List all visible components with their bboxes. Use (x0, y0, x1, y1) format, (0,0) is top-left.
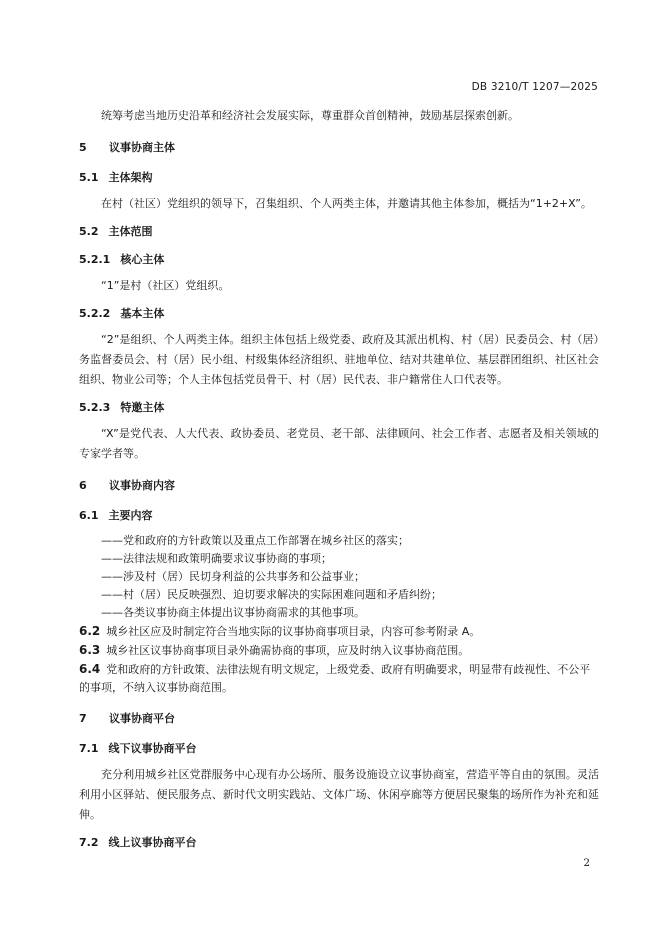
section-number: 6 (79, 479, 87, 492)
section-title: 议事协商主体 (109, 141, 175, 154)
section-5-2-3-text: “X”是党代表、人大代表、政协委员、老党员、老干部、法律顾问、社会工作者、志愿者及相关领域的专家学者等。 (79, 427, 599, 460)
section-title: 主体范围 (108, 225, 153, 238)
section-5-2-3-heading (79, 398, 599, 418)
page-number: 2 (583, 857, 590, 869)
section-number: 5.2.2 (79, 307, 111, 320)
clause-number: 6.2 (79, 624, 101, 638)
section-5-2-1-heading (79, 250, 599, 270)
section-7-1-text: 充分利用城乡社区党群服务中心现有办公场所、服务设施设立议事协商室，营造平等自由的氛围。灵活利用小区驿站、便民服务点、新时代文明实践站、文体广场、休闲亭廊等方便居民聚集的场所作为补充和延伸。 (79, 768, 599, 821)
section-7-2-heading (79, 833, 599, 853)
clause-text: 城乡社区应及时制定符合当地实际的议事协商事项目录，内容可参考附录 A。 (106, 625, 481, 638)
section-number: 5.2.3 (79, 401, 111, 414)
section-number: 7.1 (79, 742, 99, 755)
list-item: ——各类议事协商主体提出议事协商需求的其他事项。 (101, 606, 365, 619)
section-number: 7.2 (79, 836, 99, 849)
clause-number: 6.4 (79, 662, 101, 676)
section-6-4-clause (79, 660, 599, 697)
section-5-1-heading (79, 168, 599, 188)
clause-number: 6.3 (79, 643, 101, 657)
section-6-3-clause (79, 641, 599, 660)
intro-paragraph: 统筹考虑当地历史沿革和经济社会发展实际，尊重群众首创精神，鼓励基层探索创新。 (101, 109, 519, 122)
section-6-2-clause (79, 622, 599, 641)
section-title: 主要内容 (108, 509, 153, 522)
section-title: 线下议事协商平台 (108, 742, 197, 755)
section-title: 议事协商平台 (109, 712, 175, 725)
section-number: 5 (79, 141, 87, 154)
list-item: ——党和政府的方针政策以及重点工作部署在城乡社区的落实； (101, 534, 409, 547)
section-7-1-heading (79, 739, 599, 759)
section-5-2-2-text: “2”是组织、个人两类主体。组织主体包括上级党委、政府及其派出机构、村（居）民委员会、村（居）务监督委员会、村（居）民小组、村级集体经济组织、驻地单位、结对共建单位、基层群团组织、社区社会组织、物业公司等；个人主体包括党员骨干、村（居）民代表、非户籍常住人口代表等。 (79, 333, 599, 386)
section-title: 议事协商内容 (109, 479, 175, 492)
list-item: ——村（居）民反映强烈、迫切要求解决的实际困难问题和矛盾纠纷； (101, 588, 442, 601)
list-item: ——法律法规和政策明确要求议事协商的事项； (101, 552, 332, 565)
section-5-2-1-text: “1”是村（社区）党组织。 (101, 279, 230, 292)
section-number: 6.1 (79, 509, 99, 522)
clause-text: 城乡社区议事协商事项目录外确需协商的事项，应及时纳入议事协商范围。 (106, 644, 470, 657)
section-number: 5.2 (79, 225, 99, 238)
list-item: ——涉及村（居）民切身利益的公共事务和公益事业； (101, 570, 365, 583)
section-6-heading (79, 476, 599, 496)
section-number: 5.2.1 (79, 253, 111, 266)
section-title: 核心主体 (120, 253, 165, 266)
section-7-heading (79, 709, 599, 729)
section-number: 5.1 (79, 171, 99, 184)
clause-text: 党和政府的方针政策、法律法规有明文规定，上级党委、政府有明确要求，明显带有歧视性、不公平的事项，不纳入议事协商范围。 (79, 663, 591, 694)
section-title: 线上议事协商平台 (108, 836, 197, 849)
document-code-header: DB 3210/T 1207—2025 (471, 81, 598, 93)
section-5-heading (79, 138, 599, 158)
section-6-1-heading (79, 506, 599, 526)
section-title: 基本主体 (120, 307, 165, 320)
section-5-2-2-heading (79, 304, 599, 324)
section-number: 7 (79, 712, 87, 725)
section-title: 主体架构 (108, 171, 153, 184)
page-content (79, 106, 599, 859)
section-title: 特邀主体 (120, 401, 165, 414)
section-5-2-heading (79, 222, 599, 242)
section-5-1-text: 在村（社区）党组织的领导下，召集组织、个人两类主体，并邀请其他主体参加，概括为“1+2+X”。 (101, 197, 592, 210)
